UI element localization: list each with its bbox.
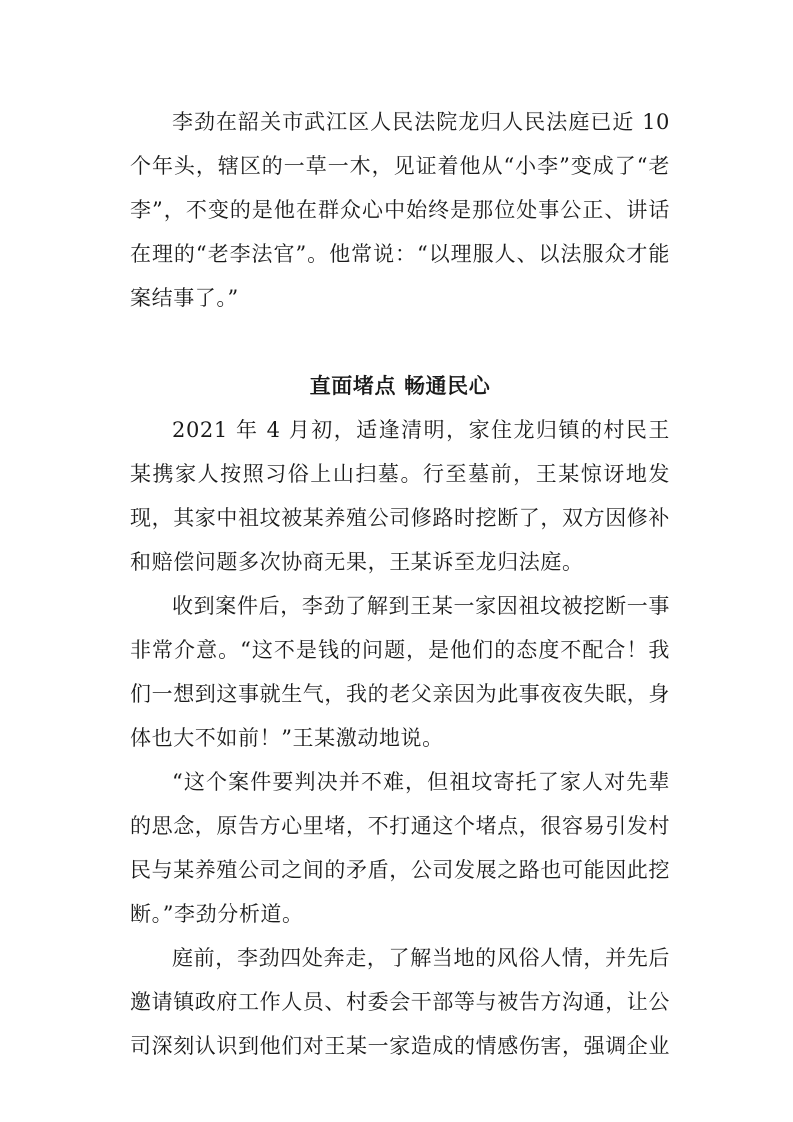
body-paragraph-1: 2021 年 4 月初，适逢清明，家住龙归镇的村民王某携家人按照习俗上山扫墓。行至墓前，王某惊讶地发现，其家中祖坟被某养殖公司修路时挖断了，双方因修补和赔偿问题多次协商无果，王某诉至龙归法庭。 bbox=[130, 418, 670, 574]
body-paragraph-4: 庭前，李劲四处奔走，了解当地的风俗人情，并先后邀请镇政府工作人员、村委会干部等与被告方沟通，让公司深刻认识到他们对王某一家造成的情感伤害，强调企业 bbox=[130, 946, 670, 1058]
body-paragraph-3: “这个案件要判决并不难，但祖坟寄托了家人对先辈的思念，原告方心里堵，不打通这个堵点，很容易引发村民与某养殖公司之间的矛盾，公司发展之路也可能因此挖断。”李劲分析道。 bbox=[130, 770, 670, 926]
body-paragraph-2: 收到案件后，李劲了解到王某一家因祖坟被挖断一事非常介意。“这不是钱的问题，是他们的态度不配合！我们一想到这事就生气，我的老父亲因为此事夜夜失眠，身体也大不如前！”王某激动地说。 bbox=[130, 594, 670, 750]
section-spacer bbox=[130, 320, 670, 364]
article-body bbox=[130, 100, 670, 1068]
intro-paragraph: 李劲在韶关市武江区人民法院龙归人民法庭已近 10个年头，辖区的一草一木，见证着他从“小李”变成了“老李”，不变的是他在群众心中始终是那位处事公正、讲话在理的“老李法官”。他常说：“以理服人、以法服众才能案结事了。” bbox=[130, 110, 670, 310]
section-heading: 直面堵点 畅通民心 bbox=[309, 373, 491, 398]
